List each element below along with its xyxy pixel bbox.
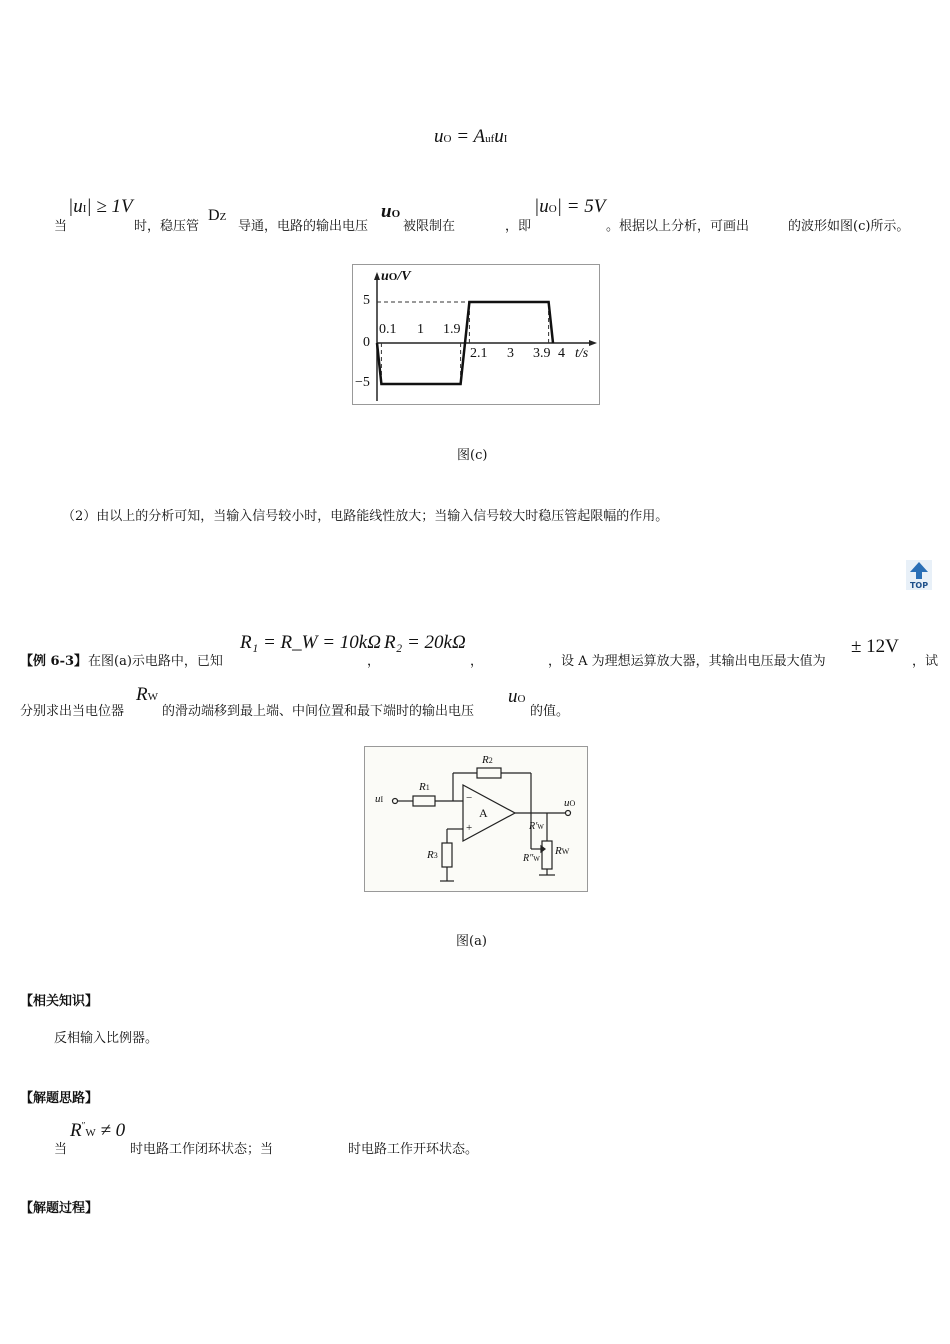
p1-text-1: 当 [54,219,68,234]
p1-math-4: |uO| = 5V [534,196,606,217]
input-terminal [393,799,398,804]
example-tag: 【例 6-3】 [20,654,88,669]
p1-text-7: 的波形如图(c)所示。 [788,219,910,234]
top-button[interactable] [906,560,932,590]
circuit-label-r3: R3 [427,849,438,861]
resistor-r2 [477,768,501,778]
chart-c-ytick-5: 5 [363,293,370,308]
approach-text-2: 时电路工作闭环状态；当 [130,1142,274,1157]
potentiometer-rw [542,841,552,869]
example-math-r2: R₂ = 20kΩ [384,632,466,653]
chart-c-ytick-0: 0 [363,335,370,350]
chart-c-xtick-0-1: 0.1 [379,322,397,337]
chart-c-xtick-3: 3 [507,346,514,361]
p1-text-4: 被限制在 [403,219,456,234]
p1-math-1: |uI| ≥ 1V [68,196,133,217]
example-sep-1: ， [367,654,381,669]
approach-text-1: 当 [54,1142,68,1157]
approach-text-3: 时电路工作开环状态。 [348,1142,479,1157]
chart-c-ytick-neg5: −5 [355,375,370,390]
circuit-label-minus: − [466,792,473,804]
formula-eq: = [456,126,470,147]
formula-lhs: u [434,126,444,147]
resistor-r1 [413,796,435,806]
example-sep-2: ， [470,654,484,669]
chart-c-xlabel: t/s [575,346,589,361]
example-line2-rw: RW [136,684,158,705]
example-text-3: ，试 [912,654,939,669]
circuit-label-ui: uI [375,793,384,805]
example-line2-text-2: 的滑动端移到最上端、中间位置和最下端时的输出电压 [162,704,475,719]
example-line2-text-1: 分别求出当电位器 [20,704,125,719]
chart-c-ylabel: uO/V [381,269,411,284]
formula-u-sub: I [503,133,508,145]
paragraph-2: （2）由以上的分析可知，当输入信号较小时，电路能线性放大；当输入信号较大时稳压管起限幅的作用。 [62,509,669,524]
circuit-label-amp: A [479,806,488,820]
example-line2-text-3: 的值。 [530,704,570,719]
p1-text-2: 时，稳压管 [134,219,200,234]
chart-c-xtick-1-9: 1.9 [443,322,461,337]
resistor-r3 [442,843,452,867]
p1-text-3: 导通，电路的输出电压 [238,219,369,234]
example-text-2: ，设 A 为理想运算放大器，其输出电压最大值为 [548,654,826,669]
circuit-label-plus: + [466,822,473,834]
p1-text-6: 。根据以上分析，可画出 [606,219,750,234]
p1-math-2: DZ [208,207,227,224]
chart-c-xtick-3-9: 3.9 [533,346,551,361]
chart-c-caption: 图(c) [457,448,488,463]
example-text-1: 在图(a)示电路中，已知 [88,654,223,669]
formula-lhs-sub: O [443,133,452,145]
section-related-knowledge-title: 【相关知识】 [20,994,99,1009]
formula-a: A [473,126,486,147]
chart-x-axis-arrow [589,340,597,346]
chart-c-xtick-1: 1 [417,322,424,337]
circuit-label-rw1: R′W [529,821,544,832]
circuit-label-rw2: R″W [523,853,540,864]
chart-y-axis-arrow [374,272,380,280]
example-math-12v: ± 12V [851,636,899,657]
arrow-up-icon [906,560,932,590]
approach-math: R″W ≠ 0 [70,1120,126,1141]
circuit-label-rw: RW [555,845,570,857]
chart-c-xtick-4: 4 [558,346,565,361]
p1-text-5: ，即 [505,219,532,234]
section-process-title: 【解题过程】 [20,1201,99,1216]
formula-u: u [494,126,504,147]
example-line2-uo: uO [508,686,526,707]
circuit-a-svg [365,747,587,891]
p1-math-3: uO [381,201,401,222]
circuit-a-caption: 图(a) [456,934,487,949]
formula-top [434,126,507,148]
section-approach-title: 【解题思路】 [20,1091,99,1106]
circuit-a-frame [364,746,588,892]
chart-c-frame [352,264,600,405]
circuit-label-uo: uO [564,797,576,809]
section-related-knowledge-body: 反相输入比例器。 [54,1031,159,1046]
svg-text:TOP: TOP [909,581,929,590]
circuit-label-r2: R2 [482,754,493,766]
formula-a-sub: uf [485,133,495,145]
output-terminal [566,811,571,816]
example-math-r1-rw: R₁ = R_W = 10kΩ [240,632,381,653]
circuit-label-r1: R1 [419,781,430,793]
chart-c-xtick-2-1: 2.1 [470,346,488,361]
